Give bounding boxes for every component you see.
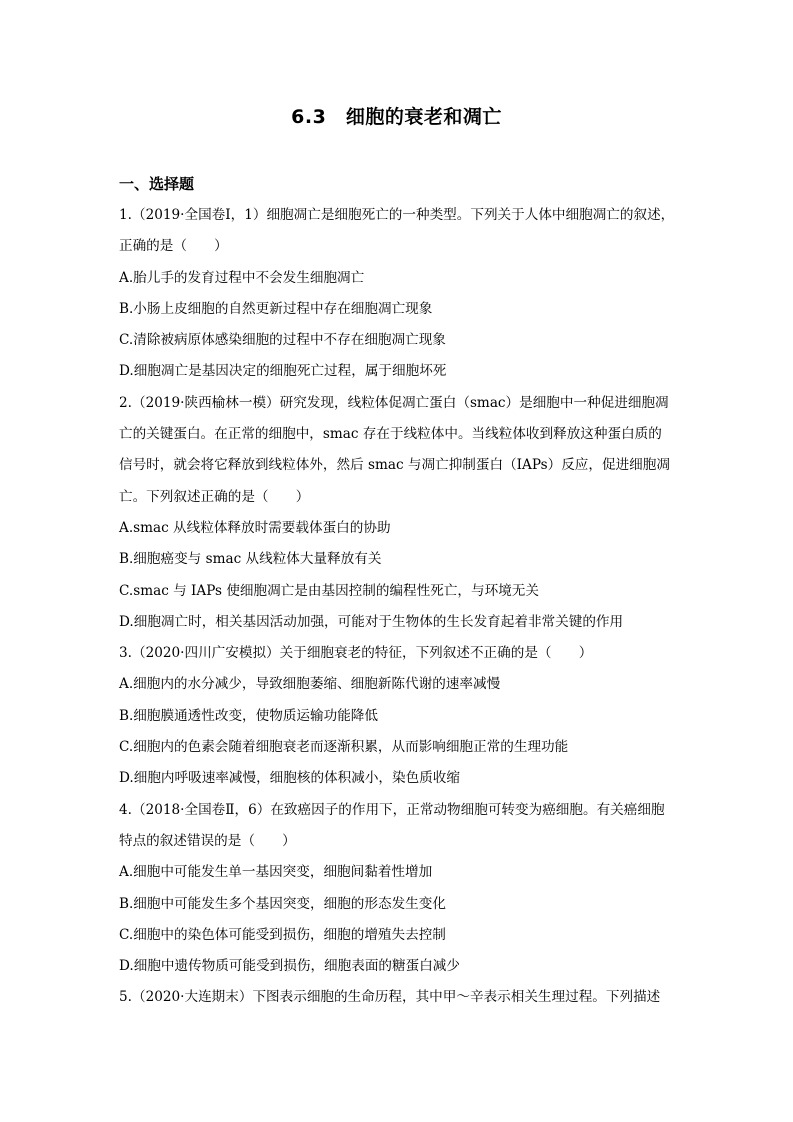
text-line: 2.（2019·陕西榆林一模）研究发现，线粒体促凋亡蛋白（smac）是细胞中一种促进细胞凋 <box>119 394 669 411</box>
text-line: D.细胞中遗传物质可能受到损伤，细胞表面的糖蛋白减少 <box>119 958 460 975</box>
text-line: 亡。下列叙述正确的是（ ） <box>119 488 310 505</box>
text-line: B.细胞癌变与 smac 从线粒体大量释放有关 <box>119 551 382 568</box>
text-line: 信号时，就会将它释放到线粒体外，然后 smac 与凋亡抑制蛋白（IAPs）反应，促进细胞凋 <box>119 457 670 474</box>
text-line: D.细胞凋亡时，相关基因活动加强，可能对于生物体的生长发育起着非常关键的作用 <box>119 613 624 630</box>
text-line: 3.（2020·四川广安模拟）关于细胞衰老的特征，下列叙述不正确的是（ ） <box>119 645 593 662</box>
text-line: A.胎儿手的发育过程中不会发生细胞凋亡 <box>119 269 365 286</box>
text-line: B.细胞膜通透性改变，使物质运输功能降低 <box>119 707 378 724</box>
text-line: D.细胞内呼吸速率减慢，细胞核的体积减小，染色质收缩 <box>119 770 460 787</box>
section-heading: 一、选择题 <box>119 175 195 193</box>
text-line: 1.（2019·全国卷Ⅰ，1）细胞凋亡是细胞死亡的一种类型。下列关于人体中细胞凋亡的叙述， <box>119 207 675 223</box>
text-line: 正确的是（ ） <box>119 238 228 255</box>
text-line: C.smac 与 IAPs 使细胞凋亡是由基因控制的编程性死亡，与环境无关 <box>119 582 539 599</box>
text-line: B.细胞中可能发生多个基因突变，细胞的形态发生变化 <box>119 895 446 912</box>
text-line: 特点的叙述错误的是（ ） <box>119 832 296 849</box>
text-line: A.smac 从线粒体释放时需要载体蛋白的协助 <box>119 519 391 536</box>
text-line: 5.（2020·大连期末）下图表示细胞的生命历程，其中甲～辛表示相关生理过程。下列描述 <box>119 989 661 1006</box>
text-line: 4.（2018·全国卷Ⅱ，6）在致癌因子的作用下，正常动物细胞可转变为癌细胞。有关癌细胞 <box>119 801 665 818</box>
text-line: A.细胞内的水分减少，导致细胞萎缩、细胞新陈代谢的速率减慢 <box>119 676 501 693</box>
text-line: C.细胞中的染色体可能受到损伤，细胞的增殖失去控制 <box>119 926 446 943</box>
page-title: 6.3 细胞的衰老和凋亡 <box>291 106 502 128</box>
text-line: A.细胞中可能发生单一基因突变，细胞间黏着性增加 <box>119 864 433 881</box>
text-line: D.细胞凋亡是基因决定的细胞死亡过程，属于细胞坏死 <box>119 363 447 380</box>
text-line: B.小肠上皮细胞的自然更新过程中存在细胞凋亡现象 <box>119 300 433 317</box>
text-line: C.细胞内的色素会随着细胞衰老而逐渐积累，从而影响细胞正常的生理功能 <box>119 739 569 756</box>
text-line: 亡的关键蛋白。在正常的细胞中，smac 存在于线粒体中。当线粒体收到释放这种蛋白质的 <box>119 426 662 443</box>
question-body <box>119 200 679 1014</box>
text-line: C.清除被病原体感染细胞的过程中不存在细胞凋亡现象 <box>119 332 446 349</box>
